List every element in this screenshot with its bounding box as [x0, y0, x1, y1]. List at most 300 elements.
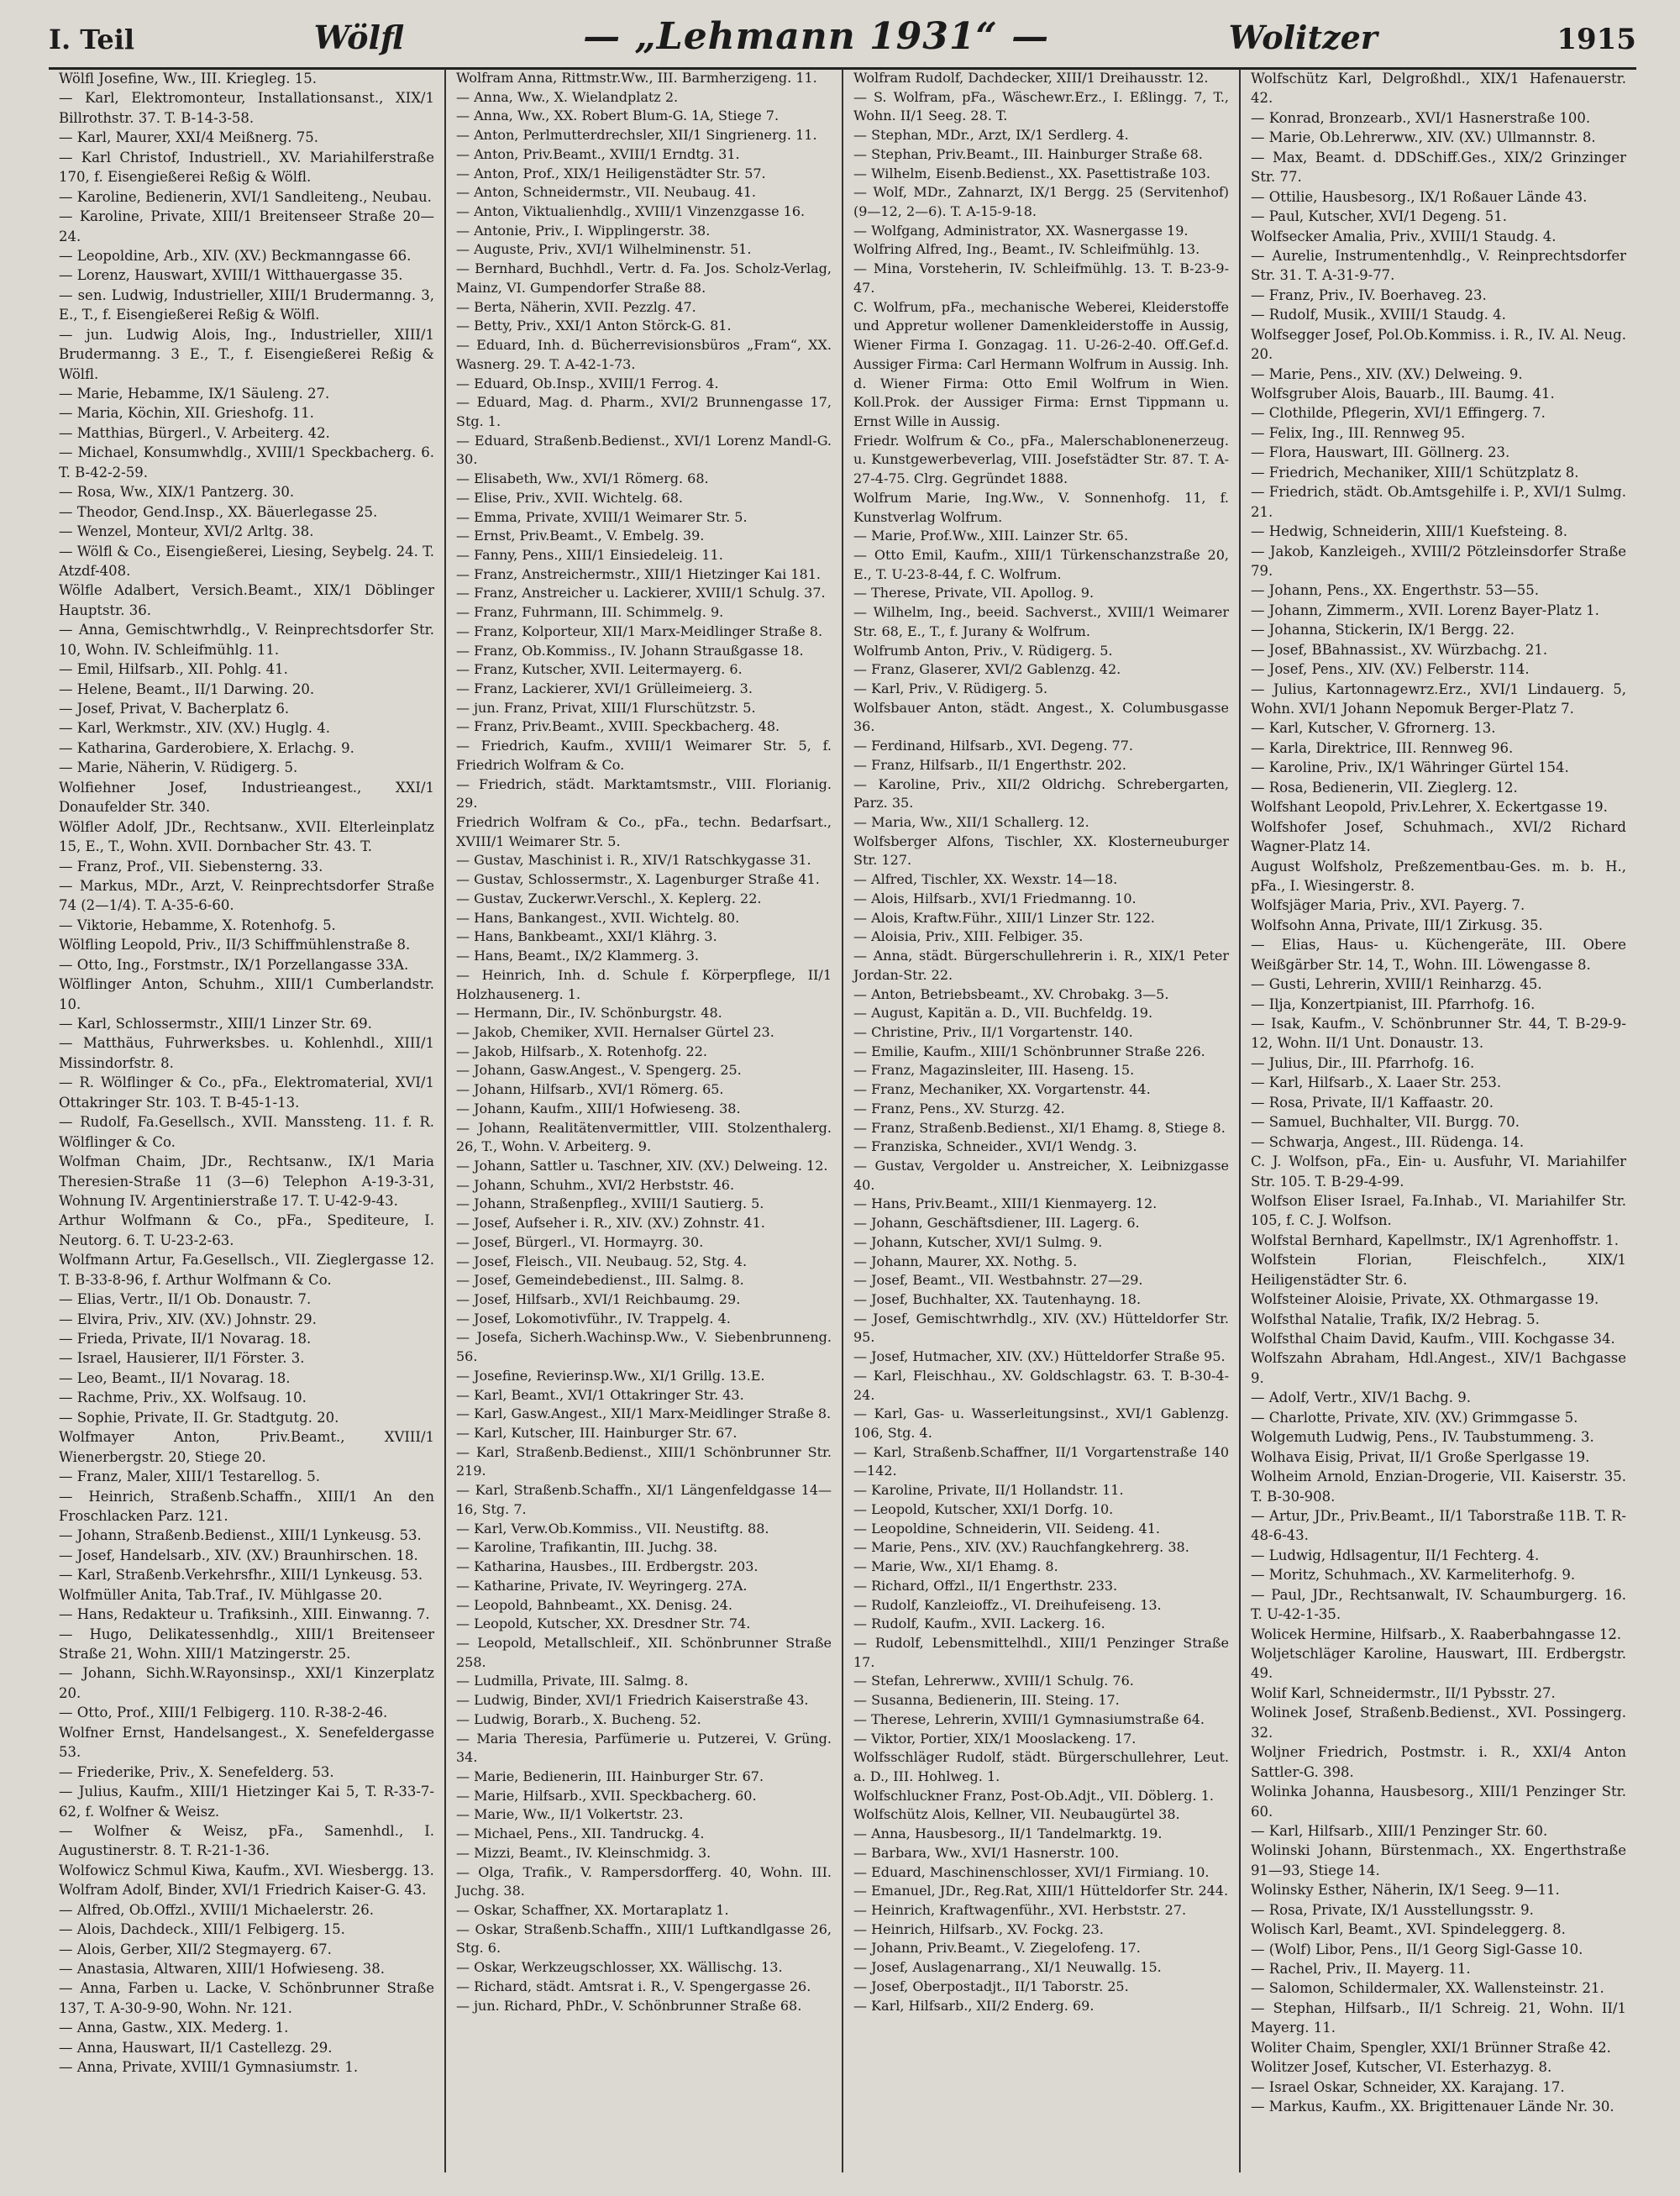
directory-entry: — Wenzel, Monteur, XVI/2 Arltg. 38. — [59, 523, 314, 540]
directory-entry: Friedrich Wolfram & Co., pFa., techn. Bedarfsart., XVIII/1 Weimarer Str. 5. — [456, 814, 832, 849]
directory-entry: — Ottilie, Hausbesorg., IX/1 Roßauer Lände 43. — [1251, 188, 1588, 205]
directory-entry: Wolfsbauer Anton, städt. Angest., X. Columbusgasse 36. — [853, 699, 1229, 735]
directory-entry: — Eduard, Mag. d. Pharm., XVI/2 Brunnengasse 17, Stg. 1. — [456, 394, 832, 429]
directory-entry: — Johann, Hilfsarb., XVI/1 Römerg. 65. — [456, 1081, 724, 1098]
directory-entry: — August, Kapitän a. D., VII. Buchfeldg. 19. — [853, 1005, 1153, 1022]
directory-entry: Wolfsohn Anna, Private, III/1 Zirkusg. 35. — [1251, 917, 1543, 933]
directory-entry: Wolheim Arnold, Enzian-Drogerie, VII. Kaiserstr. 35. T. B-30-908. — [1251, 1468, 1626, 1505]
directory-entry: Wolfrumb Anton, Priv., V. Rüdigerg. 5. — [853, 642, 1113, 659]
directory-entry: — Michael, Pens., XII. Tandruckg. 4. — [456, 1826, 705, 1842]
directory-entry: — Josef, Bürgerl., VI. Hormayrg. 30. — [456, 1233, 704, 1250]
directory-entry: — Eduard, Inh. d. Bücherrevisionsbüros „Fram“, XX. Wasnerg. 29. T. A-42-1-73. — [456, 337, 832, 372]
directory-entry: — Wolfner & Weisz, pFa., Samenhdl., I. Augustinerstr. 8. T. R-21-1-36. — [59, 1822, 434, 1859]
directory-entry: — Ludwig, Borarb., X. Bucheng. 52. — [456, 1710, 701, 1727]
directory-entry: — Josef, Hutmacher, XIV. (XV.) Hütteldorfer Straße 95. — [853, 1348, 1226, 1365]
directory-entry: — Franz, Priv., IV. Boerhaveg. 23. — [1251, 286, 1487, 303]
directory-entry: — Ludwig, Binder, XVI/1 Friedrich Kaiserstraße 43. — [456, 1692, 809, 1709]
directory-entry: Friedr. Wolfrum & Co., pFa., Malerschablonenerzeug. u. Kunstgewerbeverlag, VIII. Josefstädter Str. 87. T. A-27-4-75. Clrg. Gegründet 1888. — [853, 432, 1229, 487]
directory-entry: — Marie, Pens., XIV. (XV.) Delweing. 9. — [1251, 365, 1523, 382]
directory-entry: — Otto, Ing., Forstmstr., IX/1 Porzellangasse 33A. — [59, 956, 409, 973]
directory-entry: — Otto, Prof., XIII/1 Felbigerg. 110. R-38-2-46. — [59, 1705, 388, 1721]
directory-entry: — R. Wölflinger & Co., pFa., Elektromaterial, XVI/1 Ottakringer Str. 103. T. B-45-1-13. — [59, 1074, 434, 1111]
directory-entry: — Eduard, Ob.Insp., XVIII/1 Ferrog. 4. — [456, 375, 719, 391]
directory-entry: Wolfsthal Chaim David, Kaufm., VIII. Kochgasse 34. — [1251, 1331, 1615, 1347]
directory-entry: — Franz, Mechaniker, XX. Vorgartenstr. 44. — [853, 1081, 1151, 1098]
directory-entry: Wolfmayer Anton, Priv.Beamt., XVIII/1 Wienerbergstr. 20, Stiege 20. — [59, 1429, 434, 1465]
directory-entry: — Ferdinand, Hilfsarb., XVI. Degeng. 77. — [853, 738, 1133, 754]
directory-entry: — Franz, Magazinsleiter, III. Haseng. 15. — [853, 1062, 1135, 1079]
directory-entry: — Johann, Maurer, XX. Nothg. 5. — [853, 1253, 1078, 1269]
directory-entry: — Karl, Elektromonteur, Installationsanst., XIX/1 Billrothstr. 37. T. B-14-3-58. — [59, 90, 434, 126]
directory-entry: — Isak, Kaufm., V. Schönbrunner Str. 44, T. B-29-9-12, Wohn. II/1 Unt. Donaustr. 13. — [1251, 1016, 1626, 1052]
directory-entry: — Ilja, Konzertpianist, III. Pfarrhofg. 16. — [1251, 996, 1536, 1012]
directory-entry: — Auguste, Priv., XVI/1 Wilhelminenstr. 51. — [456, 241, 752, 258]
directory-entry: — Friedrich, Mechaniker, XIII/1 Schützplatz 8. — [1251, 464, 1579, 481]
directory-entry: — Leopoldine, Arb., XIV. (XV.) Beckmanngasse 66. — [59, 247, 412, 264]
directory-entry: — Johann, Pens., XX. Engerthstr. 53—55. — [1251, 582, 1539, 599]
directory-entry: — Elise, Priv., XVII. Wichtelg. 68. — [456, 489, 683, 506]
directory-entry: — Oskar, Straßenb.Schaffn., XIII/1 Luftkandlgasse 26, Stg. 6. — [456, 1920, 832, 1957]
directory-entry: — Franz, Anstreichermstr., XIII/1 Hietzinger Kai 181. — [456, 565, 821, 582]
directory-entry: — Anna, städt. Bürgerschullehrerin i. R., XIX/1 Peter Jordan-Str. 22. — [853, 948, 1229, 983]
directory-entry: Wolfstein Florian, Fleischfelch., XIX/1 Heiligenstädter Str. 6. — [1251, 1252, 1626, 1288]
directory-entry: — Anna, Gemischtwrhdlg., V. Reinprechtsdorfer Str. 10, Wohn. IV. Schleifmühlg. 11. — [59, 622, 434, 658]
directory-entry: — Franz, Kolporteur, XII/1 Marx-Meidlinger Straße 8. — [456, 623, 823, 639]
directory-entry: — Wolfgang, Administrator, XX. Wasnergasse 19. — [853, 222, 1189, 239]
directory-entry: — Alois, Dachdeck., XIII/1 Felbigerg. 15. — [59, 1921, 345, 1938]
directory-entry: — Karoline, Priv., XII/2 Oldrichg. Schrebergarten, Parz. 35. — [853, 775, 1229, 812]
directory-entry: — Franz, Ob.Kommiss., IV. Johann Straußgasse 18. — [456, 642, 804, 659]
directory-entry: — Josef, Handelsarb., XIV. (XV.) Braunhirschen. 18. — [59, 1547, 418, 1563]
directory-entry: — Karl, Priv., V. Rüdigerg. 5. — [853, 680, 1048, 696]
directory-entry: Wolitzer Josef, Kutscher, VI. Esterhazyg. 8. — [1251, 2059, 1552, 2076]
directory-entry: — Mizzi, Beamt., IV. Kleinschmidg. 3. — [456, 1844, 711, 1861]
directory-entry: — Katharine, Private, IV. Weyringerg. 27A. — [456, 1577, 748, 1594]
directory-entry: — Jakob, Chemiker, XVII. Hernalser Gürtel 23. — [456, 1023, 774, 1040]
directory-entry: — Karl, Hilfsarb., XII/2 Enderg. 69. — [853, 1997, 1095, 2014]
directory-entry: — Leopold, Metallschleif., XII. Schönbrunner Straße 258. — [456, 1634, 832, 1670]
directory-entry: — Marie, Näherin, V. Rüdigerg. 5. — [59, 759, 298, 776]
directory-entry: — Felix, Ing., III. Rennweg 95. — [1251, 424, 1466, 441]
directory-entry: — Franz, Straßenb.Bedienst., XI/1 Ehamg. 8, Stiege 8. — [853, 1119, 1226, 1136]
directory-entry: — Anna, Private, XVIII/1 Gymnasiumstr. 1. — [59, 2059, 359, 2076]
directory-entry: Wölfling Leopold, Priv., II/3 Schiffmühlenstraße 8. — [59, 937, 411, 954]
directory-entry: — Lorenz, Hauswart, XVIII/1 Witthauergasse 35. — [59, 267, 403, 284]
directory-entry: — Anton, Betriebsbeamt., XV. Chrobakg. 3—5. — [853, 985, 1169, 1002]
directory-entry: — Josef, Buchhalter, XX. Tautenhayng. 18. — [853, 1291, 1142, 1307]
directory-entry: Wolinski Johann, Bürstenmach., XX. Engerthstraße 91—93, Stiege 14. — [1251, 1842, 1626, 1878]
directory-entry: — Josef, Lokomotivführ., IV. Trappelg. 4. — [456, 1310, 731, 1327]
directory-entry: Wölflinger Anton, Schuhm., XIII/1 Cumberlandstr. 10. — [59, 976, 434, 1012]
directory-entry: Wolfsteiner Aloisie, Private, XX. Othmargasse 19. — [1251, 1291, 1599, 1308]
directory-entry: — Heinrich, Inh. d. Schule f. Körperpflege, II/1 Holzhausenerg. 1. — [456, 966, 832, 1002]
directory-entry: — Karl, Hilfsarb., X. Laaer Str. 253. — [1251, 1074, 1502, 1091]
directory-entry: — Rudolf, Lebensmittelhdl., XIII/1 Penzinger Straße 17. — [853, 1634, 1229, 1670]
directory-entry: — Josef, Beamt., VII. Westbahnstr. 27—29. — [853, 1272, 1143, 1289]
directory-entry: — Karoline, Bedienerin, XVI/1 Sandleiteng., Neubau. — [59, 188, 432, 205]
directory-entry: — Karl, Gas- u. Wasserleitungsinst., XVI/1 Gablenzg. 106, Stg. 4. — [853, 1405, 1229, 1442]
directory-entry: — Hugo, Delikatessenhdlg., XIII/1 Breitenseer Straße 21, Wohn. XIII/1 Matzingerstr. 25. — [59, 1626, 434, 1662]
directory-entry: — Karla, Direktrice, III. Rennweg 96. — [1251, 739, 1514, 756]
directory-entry: — Rosa, Bedienerin, VII. Zieglerg. 12. — [1251, 779, 1518, 796]
directory-entry: — Barbara, Ww., XVI/1 Hasnerstr. 100. — [853, 1844, 1120, 1861]
directory-entry: — Josef, Hilfsarb., XVI/1 Reichbaumg. 29. — [456, 1291, 741, 1307]
directory-entry: — Franz, Prof., VII. Siebensterng. 33. — [59, 858, 323, 875]
directory-entry: Wolfsgruber Alois, Bauarb., III. Baumg. 41. — [1251, 386, 1555, 402]
directory-entry: Woljetschläger Karoline, Hauswart, III. Erdbergstr. 49. — [1251, 1646, 1626, 1682]
directory-entry: Wölfl Josefine, Ww., III. Kriegleg. 15. — [59, 71, 318, 87]
directory-entry: Wolhava Eisig, Privat, II/1 Große Sperlgasse 19. — [1251, 1448, 1590, 1465]
directory-entry: — Anna, Ww., X. Wielandplatz 2. — [456, 88, 679, 105]
directory-entry: Wolfszahn Abraham, Hdl.Angest., XIV/1 Bachgasse 9. — [1251, 1350, 1626, 1386]
directory-entry: Wolinka Johanna, Hausbesorg., XIII/1 Penzinger Str. 60. — [1251, 1784, 1626, 1820]
directory-entry: — Leo, Beamt., II/1 Novarag. 18. — [59, 1369, 291, 1386]
directory-entry: — Anton, Schneidermstr., VII. Neubaug. 41. — [456, 184, 757, 201]
directory-entry: — Rosa, Ww., XIX/1 Pantzerg. 30. — [59, 484, 295, 501]
directory-entry: — Marie, Bedienerin, III. Hainburger Str. 67. — [456, 1768, 764, 1784]
directory-entry: — Susanna, Bedienerin, III. Steing. 17. — [853, 1692, 1120, 1709]
directory-entry: — Johann, Sattler u. Taschner, XIV. (XV.) Delweing. 12. — [456, 1157, 828, 1174]
directory-entry: — Johann, Kaufm., XIII/1 Hofwieseng. 38. — [456, 1100, 741, 1116]
directory-entry: — Josef, BBahnassist., XV. Würzbachg. 21. — [1251, 641, 1548, 658]
directory-entry: — Hans, Priv.Beamt., XIII/1 Kienmayerg. 12. — [853, 1195, 1158, 1212]
directory-entry: — Johann, Geschäftsdiener, III. Lagerg. 6. — [853, 1215, 1140, 1232]
directory-entry: — Josef, Gemeindebedienst., III. Salmg. 8. — [456, 1272, 744, 1289]
directory-entry: — Josef, Gemischtwrhdlg., XIV. (XV.) Hütteldorfer Str. 95. — [853, 1310, 1229, 1346]
directory-entry: — Olga, Trafik., V. Rampersdorfferg. 40, Wohn. III. Juchg. 38. — [456, 1863, 832, 1899]
directory-entry: Wolfner Ernst, Handelsangest., X. Senefeldergasse 53. — [59, 1724, 434, 1761]
directory-entry: — Anton, Perlmutterdrechsler, XII/1 Singrienerg. 11. — [456, 127, 817, 144]
directory-entry: — Oskar, Schaffner, XX. Mortaraplatz 1. — [456, 1902, 729, 1918]
directory-entry: — Anna, Ww., XX. Robert Blum-G. 1A, Stiege 7. — [456, 108, 780, 124]
directory-entry: — Karl, Straßenb.Bedienst., XIII/1 Schönbrunner Str. 219. — [456, 1443, 832, 1479]
directory-entry: — Karoline, Trafikantin, III. Juchg. 38. — [456, 1539, 718, 1556]
directory-entry: — Elvira, Priv., XIV. (XV.) Johnstr. 29. — [59, 1311, 317, 1327]
directory-entry: Wolfsecker Amalia, Priv., XVIII/1 Staudg. 4. — [1251, 228, 1557, 244]
directory-entry: — Johann, Kutscher, XVI/1 Sulmg. 9. — [853, 1233, 1103, 1250]
directory-entry: — Hedwig, Schneiderin, XIII/1 Kuefsteing. 8. — [1251, 523, 1567, 540]
directory-entry: — Berta, Näherin, XVII. Pezzlg. 47. — [456, 298, 696, 315]
header-part: I. Teil — [49, 24, 135, 55]
directory-entry: — Marie, Ww., XI/1 Ehamg. 8. — [853, 1558, 1058, 1575]
directory-entry: — Gustav, Maschinist i. R., XIV/1 Ratschkygasse 31. — [456, 852, 811, 869]
directory-entry: — Karoline, Private, XIII/1 Breitenseer Straße 20—24. — [59, 208, 434, 244]
directory-entry: — Aurelie, Instrumentenhdlg., V. Reinprechtsdorfer Str. 31. T. A-31-9-77. — [1251, 247, 1626, 284]
directory-entry: — Karoline, Priv., IX/1 Währinger Gürtel 154. — [1251, 759, 1569, 776]
directory-entry: — Johann, Zimmerm., XVII. Lorenz Bayer-Platz 1. — [1251, 602, 1599, 618]
directory-entry: — Friedrich, städt. Ob.Amtsgehilfe i. P., XVI/1 Sulmg. 21. — [1251, 484, 1626, 520]
directory-entry: — Karl, Fleischhau., XV. Goldschlagstr. 63. T. B-30-4-24. — [853, 1367, 1229, 1403]
directory-entry: — Josef, Privat, V. Bacherplatz 6. — [59, 701, 290, 717]
directory-entry: Wolfsjäger Maria, Priv., XVI. Payerg. 7. — [1251, 897, 1525, 914]
directory-entry: — Antonie, Priv., I. Wipplingerstr. 38. — [456, 222, 711, 239]
directory-entry: — Anna, Gastw., XIX. Mederg. 1. — [59, 2020, 289, 2036]
directory-entry: — Ludwig, Hdlsagentur, II/1 Fechterg. 4. — [1251, 1547, 1540, 1563]
directory-entry: — Clothilde, Pflegerin, XVI/1 Effingerg. 7. — [1251, 405, 1546, 422]
directory-entry: — Anna, Hauswart, II/1 Castellezg. 29. — [59, 2039, 333, 2056]
directory-entry: — Ludmilla, Private, III. Salmg. 8. — [456, 1673, 689, 1689]
directory-entry: — Johann, Priv.Beamt., V. Ziegelofeng. 17. — [853, 1940, 1141, 1957]
directory-entry: — Hans, Beamt., IX/2 Klammerg. 3. — [456, 948, 700, 964]
column-1 — [49, 69, 446, 2172]
directory-entry: — Anna, Hausbesorg., II/1 Tandelmarktg. 19. — [853, 1826, 1163, 1842]
directory-entry: — Matthias, Bürgerl., V. Arbeiterg. 42. — [59, 424, 330, 441]
directory-entry: — Emil, Hilfsarb., XII. Pohlg. 41. — [59, 661, 288, 678]
directory-entry: — Charlotte, Private, XIV. (XV.) Grimmgasse 5. — [1251, 1409, 1578, 1426]
directory-entry: Wölfler Adolf, JDr., Rechtsanw., XVII. Elterleinplatz 15, E., T., Wohn. XVII. Dornbacher Str. 43. T. — [59, 818, 434, 855]
directory-entry: — Wolf, MDr., Zahnarzt, IX/1 Bergg. 25 (Servitenhof) (9—12, 2—6). T. A-15-9-18. — [853, 184, 1229, 220]
directory-entry: — Julius, Kartonnagewrz.Erz., XVI/1 Lindauerg. 5, Wohn. XVI/1 Johann Nepomuk Berger-Platz 7. — [1251, 680, 1626, 717]
directory-entry: Wolfrum Marie, Ing.Ww., V. Sonnenhofg. 11, f. Kunstverlag Wolfrum. — [853, 489, 1229, 525]
directory-entry: — jun. Franz, Privat, XIII/1 Flurschützstr. 5. — [456, 699, 756, 716]
directory-entry: — Alfred, Tischler, XX. Wexstr. 14—18. — [853, 871, 1118, 888]
directory-entry: Wolinsky Esther, Näherin, IX/1 Seeg. 9—11. — [1251, 1882, 1560, 1899]
directory-entry: — Helene, Beamt., II/1 Darwing. 20. — [59, 680, 315, 697]
directory-entry: — Anton, Prof., XIX/1 Heiligenstädter Str. 57. — [456, 165, 766, 181]
directory-entry: — Marie, Ob.Lehrerww., XIV. (XV.) Ullmannstr. 8. — [1251, 129, 1596, 146]
directory-entry: — Rudolf, Fa.Gesellsch., XVII. Manssteng. 11. f. R. Wölflinger & Co. — [59, 1114, 434, 1150]
directory-entry: Wolfmüller Anita, Tab.Traf., IV. Mühlgasse 20. — [59, 1586, 383, 1603]
directory-entry: — Friedrich, Kaufm., XVIII/1 Weimarer Str. 5, f. Friedrich Wolfram & Co. — [456, 738, 832, 773]
directory-entry: — Therese, Private, VII. Apollog. 9. — [853, 585, 1095, 602]
directory-entry: Wolfiehner Josef, Industrieangest., XXI/1 Donaufelder Str. 340. — [59, 779, 434, 816]
column-2 — [446, 69, 843, 2172]
directory-entry: — Emanuel, JDr., Reg.Rat, XIII/1 Hütteldorfer Str. 244. — [853, 1883, 1229, 1899]
directory-entry: — Mina, Vorsteherin, IV. Schleifmühlg. 13. T. B-23-9-47. — [853, 260, 1229, 296]
directory-entry: Wolfsegger Josef, Pol.Ob.Kommiss. i. R., IV. Al. Neug. 20. — [1251, 326, 1626, 363]
directory-entry: — Rosa, Private, II/1 Kaffaastr. 20. — [1251, 1094, 1494, 1111]
directory-entry: C. Wolfrum, pFa., mechanische Weberei, Kleiderstoffe und Appretur wollener Damenkleiderstoffe in Aussig, Wiener Firma I. Gonzagag. 11. U-26-2-40. Off.Gef.d. Aussiger Firma: Carl Hermann Wolfrum in Aussig. Inh. d. Wiener Firma: Otto Emil Wolfrum in Wien. Koll.Prok. der Aussiger Firma: Ernst Tippmann u. Ernst Wille in Aussig. — [853, 298, 1229, 429]
directory-entry: — Katharina, Garderobiere, X. Erlachg. 9. — [59, 739, 354, 756]
directory-entry: — Johann, Realitätenvermittler, VIII. Stolzenthalerg. 26, T., Wohn. V. Arbeiterg. 9. — [456, 1119, 832, 1155]
directory-entry: — Marie, Pens., XIV. (XV.) Rauchfangkehrerg. 38. — [853, 1539, 1189, 1556]
directory-entry: Wolicek Hermine, Hilfsarb., X. Raaberbahngasse 12. — [1251, 1626, 1622, 1642]
directory-entry: — Karl, Beamt., XVI/1 Ottakringer Str. 43. — [456, 1386, 744, 1403]
directory-entry: — Rudolf, Kanzleioffz., VI. Dreihufeiseng. 13. — [853, 1596, 1162, 1613]
directory-entry: — Markus, MDr., Arzt, V. Reinprechtsdorfer Straße 74 (2—1/4). T. A-35-6-60. — [59, 877, 434, 914]
directory-entry: — Julius, Dir., III. Pfarrhofg. 16. — [1251, 1054, 1475, 1071]
directory-entry: — Elisabeth, Ww., XVI/1 Römerg. 68. — [456, 470, 709, 487]
directory-entry: — Christine, Priv., II/1 Vorgartenstr. 140. — [853, 1023, 1133, 1040]
directory-entry: — Franz, Lackierer, XVI/1 Grülleimeierg. 3. — [456, 680, 753, 696]
directory-entry: — Karl Christof, Industriell., XV. Mariahilferstraße 170, f. Eisengießerei Reßig & Wölfl. — [59, 149, 434, 186]
directory-entry: — Marie, Hilfsarb., XVII. Speckbacherg. 60. — [456, 1787, 757, 1804]
directory-entry: — Richard, Offzl., II/1 Engerthstr. 233. — [853, 1577, 1118, 1594]
directory-entry: — Josef, Pens., XIV. (XV.) Felberstr. 114. — [1251, 661, 1530, 678]
directory-entry: — Samuel, Buchhalter, VII. Burgg. 70. — [1251, 1114, 1520, 1131]
directory-entry: — Bernhard, Buchhdl., Vertr. d. Fa. Jos. Scholz-Verlag, Mainz, VI. Gumpendorfer Straße 88. — [456, 260, 832, 296]
directory-entry: — Viktorie, Hebamme, X. Rotenhofg. 5. — [59, 917, 336, 933]
directory-entry: — Leopold, Bahnbeamt., XX. Denisg. 24. — [456, 1596, 732, 1613]
directory-entry: — Wölfl & Co., Eisengießerei, Liesing, Seybelg. 24. T. Atzdf-408. — [59, 543, 434, 579]
directory-entry: Wolfman Chaim, JDr., Rechtsanw., IX/1 Maria Theresien-Straße 11 (3—6) Telephon A-19-3-31, Wohnung IV. Argentinierstraße 17. T. U-42-9-43. — [59, 1153, 434, 1209]
directory-entry: — Franz, Fuhrmann, III. Schimmelg. 9. — [456, 604, 724, 621]
header-last-entry: Wolitzer — [1228, 18, 1378, 56]
directory-entry: — Katharina, Hausbes., III. Erdbergstr. 203. — [456, 1558, 759, 1575]
directory-entry: — Franz, Glaserer, XVI/2 Gablenzg. 42. — [853, 661, 1121, 678]
directory-entry: — Theodor, Gend.Insp., XX. Bäuerlegasse 25. — [59, 503, 378, 520]
directory-entry: — Alfred, Ob.Offzl., XVIII/1 Michaelerstr. 26. — [59, 1901, 375, 1918]
directory-entry: — Paul, JDr., Rechtsanwalt, IV. Schaumburgerg. 16. T. U-42-1-35. — [1251, 1586, 1626, 1623]
directory-entry: — Karl, Straßenb.Schaffn., XI/1 Längenfeldgasse 14—16, Stg. 7. — [456, 1482, 832, 1517]
directory-entry: Wolfram Rudolf, Dachdecker, XIII/1 Dreihausstr. 12. — [853, 70, 1209, 86]
directory-entry: — Karoline, Private, II/1 Hollandstr. 11. — [853, 1482, 1124, 1499]
directory-entry: — Stephan, Priv.Beamt., III. Hainburger Straße 68. — [853, 145, 1203, 162]
directory-entry: — Viktor, Portier, XIX/1 Mooslackeng. 17. — [853, 1730, 1137, 1747]
directory-entry: Wolif Karl, Schneidermstr., II/1 Pybsstr. 27. — [1251, 1684, 1556, 1701]
directory-entry: — Marie, Prof.Ww., XIII. Lainzer Str. 65. — [853, 528, 1129, 544]
directory-entry: — Franz, Hilfsarb., II/1 Engerthstr. 202. — [853, 756, 1126, 773]
page-header — [49, 15, 1636, 70]
directory-entry: — Schwarja, Angest., III. Rüdenga. 14. — [1251, 1133, 1525, 1150]
directory-entry: — Josefine, Revierinsp.Ww., XI/1 Grillg. 13.E. — [456, 1367, 765, 1384]
directory-entry: — Johann, Straßenpfleg., XVIII/1 Sautierg. 5. — [456, 1195, 764, 1212]
directory-entry: Wolfsschläger Rudolf, städt. Bürgerschullehrer, Leut. a. D., III. Hohlweg. 1. — [853, 1749, 1229, 1784]
directory-entry: Wolgemuth Ludwig, Pens., IV. Taubstummeng. 3. — [1251, 1429, 1594, 1446]
directory-entry: — Maria, Ww., XII/1 Schallerg. 12. — [853, 814, 1089, 831]
directory-entry: — Maria Theresia, Parfümerie u. Putzerei, V. Grüng. 34. — [456, 1730, 832, 1766]
directory-entry: — Karl, Kutscher, V. Gfrornerg. 13. — [1251, 720, 1496, 737]
column-3 — [843, 69, 1241, 2172]
directory-entry: Wolfshant Leopold, Priv.Lehrer, X. Eckertgasse 19. — [1251, 799, 1608, 816]
directory-entry: — Karl, Verw.Ob.Kommiss., VII. Neustiftg. 88. — [456, 1520, 769, 1537]
directory-entry: — Johann, Sichh.W.Rayonsinsp., XXI/1 Kinzerplatz 20. — [59, 1665, 434, 1701]
directory-entry: — Rosa, Private, IX/1 Ausstellungsstr. 9. — [1251, 1901, 1534, 1918]
directory-entry: — Israel, Hausierer, II/1 Förster. 3. — [59, 1350, 305, 1367]
directory-entry: — Alois, Kraftw.Führ., XIII/1 Linzer Str. 122. — [853, 909, 1155, 926]
directory-entry: Wolinek Josef, Straßenb.Bedienst., XVI. Possingerg. 32. — [1251, 1705, 1626, 1741]
directory-entry: Wolfson Eliser Israel, Fa.Inhab., VI. Mariahilfer Str. 105, f. C. J. Wolfson. — [1251, 1192, 1626, 1229]
directory-entry: — Therese, Lehrerin, XVIII/1 Gymnasiumstraße 64. — [853, 1710, 1205, 1727]
directory-entry: — Heinrich, Kraftwagenführ., XVI. Herbststr. 27. — [853, 1902, 1187, 1918]
directory-entry: — S. Wolfram, pFa., Wäschewr.Erz., I. Eßlingg. 7, T., Wohn. II/1 Seeg. 28. T. — [853, 88, 1229, 124]
directory-entry: — Karl, Schlossermstr., XIII/1 Linzer Str. 69. — [59, 1016, 372, 1032]
directory-entry: — Elias, Vertr., II/1 Ob. Donaustr. 7. — [59, 1291, 312, 1308]
directory-entry: — Leopold, Kutscher, XX. Dresdner Str. 74. — [456, 1615, 751, 1632]
directory-entry: — Johann, Schuhm., XVI/2 Herbststr. 46. — [456, 1176, 735, 1193]
directory-entry: Wolfschluckner Franz, Post-Ob.Adjt., VII. Döblerg. 1. — [853, 1787, 1214, 1804]
directory-entry: — Artur, JDr., Priv.Beamt., II/1 Taborstraße 11B. T. R-48-6-43. — [1251, 1507, 1626, 1544]
directory-entry: Wolfsthal Natalie, Trafik, IX/2 Hebrag. 5. — [1251, 1311, 1540, 1327]
directory-entry: Wolfschütz Alois, Kellner, VII. Neubaugürtel 38. — [853, 1806, 1180, 1823]
directory-entry: — Michael, Konsumwhdlg., XVIII/1 Speckbacherg. 6. T. B-42-2-59. — [59, 444, 434, 481]
directory-entry: — Gustav, Schlossermstr., X. Lagenburger Straße 41. — [456, 871, 820, 888]
directory-entry: — Franz, Pens., XV. Sturzg. 42. — [853, 1100, 1065, 1116]
directory-entry: — Josef, Auslagenarrang., XI/1 Neuwallg. 15. — [853, 1959, 1162, 1976]
directory-entry: — Markus, Kaufm., XX. Brigittenauer Lände Nr. 30. — [1251, 2099, 1614, 2115]
directory-entry: — Stefan, Lehrerww., XVIII/1 Schulg. 76. — [853, 1673, 1134, 1689]
directory-entry: — Rachme, Priv., XX. Wolfsaug. 10. — [59, 1390, 307, 1406]
directory-entry: — sen. Ludwig, Industrieller, XIII/1 Brudermanng. 3, E., T., f. Eisengießerei Reßig & Wölfl. — [59, 286, 434, 323]
directory-entry: — Johann, Gasw.Angest., V. Spengerg. 25. — [456, 1062, 742, 1079]
directory-entry: — Rachel, Priv., II. Mayerg. 11. — [1251, 1961, 1471, 1977]
directory-entry: — Matthäus, Fuhrwerksbes. u. Kohlenhdl., XIII/1 Missindorfstr. 8. — [59, 1035, 434, 1071]
directory-entry: Wolfshofer Josef, Schuhmach., XVI/2 Richard Wagner-Platz 14. — [1251, 818, 1626, 855]
directory-entry: — Heinrich, Straßenb.Schaffn., XIII/1 An den Froschlacken Parz. 121. — [59, 1488, 434, 1524]
directory-entry: — Leopold, Kutscher, XXI/1 Dorfg. 10. — [853, 1500, 1114, 1517]
directory-entry: Wolfschütz Karl, Delgroßhdl., XIX/1 Hafenauerstr. 42. — [1251, 71, 1626, 107]
directory-entry: — Karl, Straßenb.Verkehrsfhr., XIII/1 Lynkeusg. 53. — [59, 1567, 423, 1584]
directory-entry: — Fanny, Pens., XIII/1 Einsiedeleig. 11. — [456, 546, 723, 563]
directory-entry: — Aloisia, Priv., XIII. Felbiger. 35. — [853, 928, 1084, 945]
directory-entry: — Anastasia, Altwaren, XIII/1 Hofwieseng. 38. — [59, 1961, 386, 1977]
directory-entry: — Wilhelm, Ing., beeid. Sachverst., XVIII/1 Weimarer Str. 68, E., T., f. Jurany & Wolfrum. — [853, 604, 1229, 639]
directory-entry: — Max, Beamt. d. DDSchiff.Ges., XIX/2 Grinzinger Str. 77. — [1251, 149, 1626, 186]
directory-entry: — Alois, Gerber, XII/2 Stegmayerg. 67. — [59, 1941, 332, 1957]
directory-entry: — Stephan, Hilfsarb., II/1 Schreig. 21, Wohn. II/1 Mayerg. 11. — [1251, 1999, 1626, 2036]
directory-entry: — jun. Richard, PhDr., V. Schönbrunner Straße 68. — [456, 1997, 802, 2014]
directory-entry: — Franziska, Schneider., XVI/1 Wendg. 3. — [853, 1138, 1137, 1155]
directory-entry: — Anton, Priv.Beamt., XVIII/1 Erndtg. 31. — [456, 145, 740, 162]
directory-entry: — Jakob, Hilfsarb., X. Rotenhofg. 22. — [456, 1043, 707, 1059]
directory-entry: — Moritz, Schuhmach., XV. Karmeliterhofg. 9. — [1251, 1567, 1576, 1584]
directory-entry: — Frieda, Private, II/1 Novarag. 18. — [59, 1331, 312, 1347]
directory-entry: — Karl, Straßenb.Schaffner, II/1 Vorgartenstraße 140—142. — [853, 1443, 1229, 1479]
directory-columns — [49, 69, 1636, 2172]
directory-entry: — Emilie, Kaufm., XIII/1 Schönbrunner Straße 226. — [853, 1043, 1205, 1059]
directory-entry: — Friederike, Priv., X. Senefelderg. 53. — [59, 1763, 334, 1780]
directory-entry: — Otto Emil, Kaufm., XIII/1 Türkenschanzstraße 20, E., T. U-23-8-44, f. C. Wolfrum. — [853, 546, 1229, 582]
directory-entry: Wolisch Karl, Beamt., XVI. Spindeleggerg. 8. — [1251, 1921, 1566, 1938]
directory-entry: — Johann, Straßenb.Bedienst., XIII/1 Lynkeusg. 53. — [59, 1527, 422, 1544]
directory-entry: — Gusti, Lehrerin, XVIII/1 Reinharzg. 45. — [1251, 976, 1542, 993]
directory-entry: — Flora, Hauswart, III. Göllnerg. 23. — [1251, 444, 1510, 461]
directory-entry: — jun. Ludwig Alois, Ing., Industrieller, XIII/1 Brudermanng. 3 E., T., f. Eisengießerei Reßig & Wölfl. — [59, 326, 434, 382]
directory-entry: Wölfle Adalbert, Versich.Beamt., XIX/1 Döblinger Hauptstr. 36. — [59, 582, 434, 618]
directory-entry: Wolfram Anna, Rittmstr.Ww., III. Barmherzigeng. 11. — [456, 70, 817, 86]
directory-entry: — Josef, Fleisch., VII. Neubaug. 52, Stg. 4. — [456, 1253, 748, 1269]
directory-entry: — Paul, Kutscher, XVI/1 Degeng. 51. — [1251, 208, 1507, 225]
directory-entry: — Josef, Oberpostadjt., II/1 Taborstr. 25. — [853, 1978, 1129, 1994]
directory-entry: — Marie, Ww., II/1 Volkertstr. 23. — [456, 1806, 684, 1823]
directory-entry: — Jakob, Kanzleigeh., XVIII/2 Pötzleinsdorfer Straße 79. — [1251, 543, 1626, 579]
directory-entry: — Hans, Bankbeamt., XXI/1 Klährg. 3. — [456, 928, 717, 945]
directory-entry: Woljner Friedrich, Postmstr. i. R., XXI/4 Anton Sattler-G. 398. — [1251, 1744, 1626, 1780]
directory-entry: — Karl, Maurer, XXI/4 Meißnerg. 75. — [59, 129, 318, 146]
directory-entry: — Karl, Werkmstr., XIV. (XV.) Huglg. 4. — [59, 720, 330, 737]
directory-entry: — Alois, Hilfsarb., XVI/1 Friedmanng. 10. — [853, 890, 1137, 906]
directory-entry: — Josefa, Sicherh.Wachinsp.Ww., V. Siebenbrunneng. 56. — [456, 1329, 832, 1365]
directory-entry: — Marie, Hebamme, IX/1 Säuleng. 27. — [59, 386, 330, 402]
directory-entry: — Friedrich, städt. Marktamtsmstr., VIII. Florianig. 29. — [456, 775, 832, 812]
directory-entry: — Hermann, Dir., IV. Schönburgstr. 48. — [456, 1005, 722, 1022]
directory-entry: Wolfowicz Schmul Kiwa, Kaufm., XVI. Wiesbergg. 13. — [59, 1862, 434, 1878]
page-number: 1915 — [1557, 23, 1636, 56]
directory-entry: — Karl, Gasw.Angest., XII/1 Marx-Meidlinger Straße 8. — [456, 1405, 832, 1422]
directory-entry: — Eduard, Straßenb.Bedienst., XVI/1 Lorenz Mandl-G. 30. — [456, 432, 832, 468]
directory-entry: — Ernst, Priv.Beamt., V. Embelg. 39. — [456, 528, 705, 544]
directory-entry: — Elias, Haus- u. Küchengeräte, III. Obere Weißgärber Str. 14, T., Wohn. III. Löwengasse 8. — [1251, 937, 1626, 973]
directory-entry: — Stephan, MDr., Arzt, IX/1 Serdlerg. 4. — [853, 127, 1129, 144]
directory-entry: — Leopoldine, Schneiderin, VII. Seideng. 41. — [853, 1520, 1160, 1537]
directory-entry: Woliter Chaim, Spengler, XXI/1 Brünner Straße 42. — [1251, 2039, 1611, 2056]
directory-entry: — Franz, Priv.Beamt., XVIII. Speckbacherg. 48. — [456, 718, 780, 735]
directory-entry: Wolfsberger Alfons, Tischler, XX. Klosterneuburger Str. 127. — [853, 833, 1229, 869]
directory-entry: — Rudolf, Kaufm., XVII. Lackerg. 16. — [853, 1615, 1105, 1632]
directory-entry: — Heinrich, Hilfsarb., XV. Fockg. 23. — [853, 1920, 1104, 1937]
directory-entry: C. J. Wolfson, pFa., Ein- u. Ausfuhr, VI. Mariahilfer Str. 105. T. B-29-4-99. — [1251, 1153, 1626, 1190]
directory-entry: — Israel Oskar, Schneider, XX. Karajang. 17. — [1251, 2078, 1565, 2095]
header-first-entry: Wölfl — [313, 18, 404, 56]
directory-entry: Wolfstal Bernhard, Kapellmstr., IX/1 Agrenhoffstr. 1. — [1251, 1232, 1620, 1248]
directory-entry: — Rudolf, Musik., XVIII/1 Staudg. 4. — [1251, 307, 1506, 323]
directory-entry: — Betty, Priv., XXI/1 Anton Störck-G. 81. — [456, 318, 732, 334]
directory-entry: — Gustav, Zuckerwr.Verschl., X. Keplerg. 22. — [456, 890, 762, 906]
directory-entry: — Franz, Maler, XIII/1 Testarellog. 5. — [59, 1468, 321, 1485]
directory-entry: — Josef, Aufseher i. R., XIV. (XV.) Zohnstr. 41. — [456, 1215, 765, 1232]
directory-entry: — Johanna, Stickerin, IX/1 Bergg. 22. — [1251, 622, 1515, 638]
directory-entry: — Sophie, Private, II. Gr. Stadtgutg. 20. — [59, 1409, 339, 1426]
